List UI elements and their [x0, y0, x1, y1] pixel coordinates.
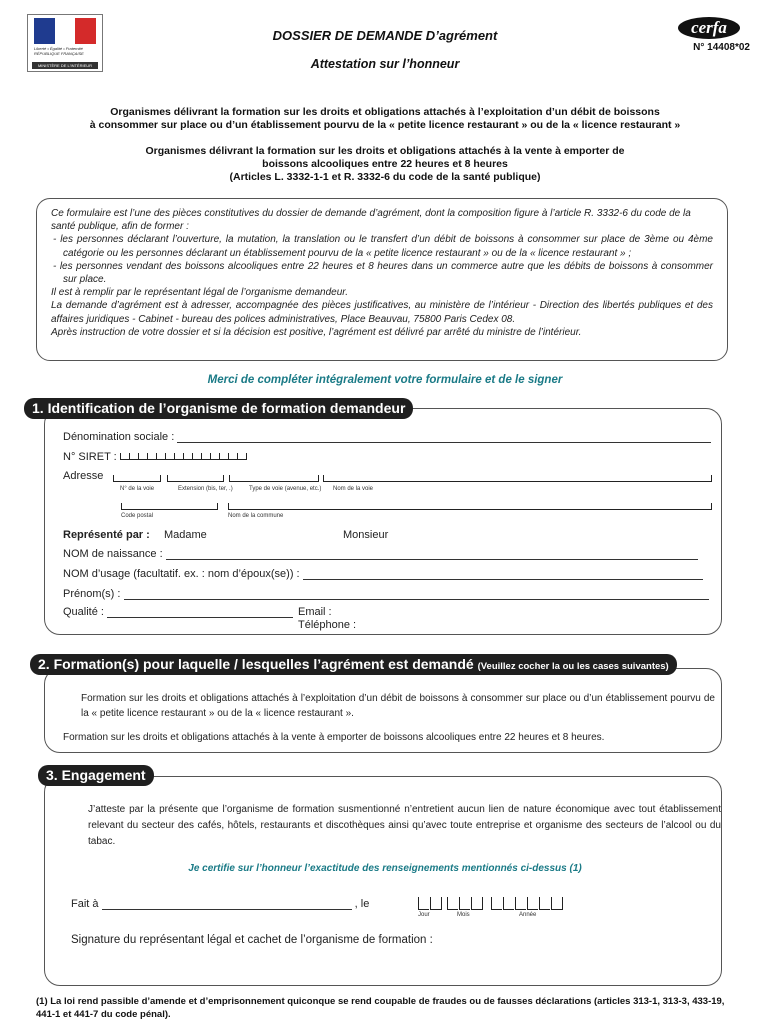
signature-label: Signature du représentant légal et cachet de l’organisme de formation : — [71, 934, 433, 946]
birth-name-input[interactable] — [166, 559, 698, 560]
label-commune: Nom de la commune — [228, 513, 284, 519]
cerfa-logo: cerfa — [678, 17, 740, 39]
section-2-hint: (Veuillez cocher la ou les cases suivantes) — [477, 661, 669, 672]
engagement-text: J’atteste par la présente que l’organisme de formation susmentionné n’entretient aucun lien de nature économique avec tout établissement relevant du secteur des cafés, hôtels, restaurants et discothèques ainsi qu’avec toute entreprise et organisme des secteurs de l’alcool ou du tabac. — [88, 804, 721, 847]
logo-ministry: MINISTÈRE DE L'INTÉRIEUR — [32, 62, 98, 69]
organism-type-2: Organismes délivrant la formation sur les droits et obligations attachés à la vente à emporter de boissons alcooliques entre 22 heures et 8 heures (Articles L. 3332-1-1 et R. 3332-6 du code de la santé publique) — [145, 145, 625, 183]
commune-input[interactable] — [228, 503, 712, 510]
label-annee: Année — [519, 912, 537, 918]
label-street-number: N° de la voie — [120, 486, 155, 492]
represented-by-label: Représenté par : — [63, 529, 150, 541]
qualite-row: Qualité : — [63, 606, 293, 618]
label-mois: Mois — [457, 912, 470, 918]
instructions-box — [36, 198, 728, 361]
siret-row: N° SIRET : — [63, 451, 247, 463]
label-jour: Jour — [418, 912, 430, 918]
first-name-row: Prénom(s) : — [63, 588, 709, 600]
street-number-input[interactable] — [113, 475, 161, 482]
birth-name-row: NOM de naissance : — [63, 548, 698, 560]
street-extension-input[interactable] — [167, 475, 224, 482]
organism-type-1: Organismes délivrant la formation sur les droits et obligations attachés à l’exploitation d’un débit de boissons à consommer sur place ou d’un établissement pourvu de la « petite licence restaurant » ou de la « licence restaurant » — [89, 106, 681, 131]
label-street-extension: Extension (bis, ter, .) — [178, 486, 233, 492]
qualite-input[interactable] — [107, 617, 293, 618]
instructions-intro: Ce formulaire est l’une des pièces constitutives du dossier de demande d’agrément, dont la composition figure à l’article R. 3332-6 du code de la santé publique, afin de former : — [51, 208, 691, 233]
postal-code-input[interactable] — [121, 503, 218, 510]
usage-name-row: NOM d’usage (facultatif. ex. : nom d’époux(se)) : — [63, 568, 703, 580]
instructions-address: La demande d’agrément est à adresser, accompagnée des pièces justificatives, au ministère de l’intérieur - Direction des libertés publiques et des affaires juridiques - Cabinet - bureau des polices administratives, Place Beauvau, 75800 Paris Cedex 08. — [51, 300, 713, 325]
fait-a-row: Fait à , le — [71, 898, 370, 910]
thanks-message: Merci de compléter intégralement votre formulaire et de le signer — [207, 374, 563, 386]
formation-option-2[interactable]: Formation sur les droits et obligations attachés à la vente à emporter de boissons alcooliques entre 22 heures et 8 heures. — [63, 732, 605, 743]
denomination-input[interactable] — [177, 442, 711, 443]
street-name-input[interactable] — [323, 475, 712, 482]
label-street-type: Type de voie (avenue, etc.) — [249, 486, 322, 492]
label-street-name: Nom de la voie — [333, 486, 374, 492]
logo-motto: Liberté • Égalité • Fraternité RÉPUBLIQUE FRANÇAISE — [34, 46, 84, 56]
adresse-label: Adresse — [63, 470, 104, 482]
formation-option-1[interactable]: Formation sur les droits et obligations attachés à l’exploitation d’un débit de boissons à consommer sur place ou d’un établissement pourvu de la « petite licence restaurant » ou de la « licence restaurant ». — [81, 693, 715, 719]
usage-name-input[interactable] — [303, 579, 703, 580]
page-subtitle: Attestation sur l’honneur — [310, 57, 460, 71]
certify-statement: Je certifie sur l’honneur l’exactitude des renseignements mentionnés ci-dessus (1) — [188, 863, 582, 874]
instructions-bullet-1: - les personnes déclarant l’ouverture, la mutation, la translation ou le transfert d’un débit de boissons à consommer sur place de 3ème ou 4ème catégorie ou les personnes déclarant un établissement pourvu de la « petite licence restaurant » ou de la « licence restaurant » ; — [53, 234, 713, 259]
telephone-label: Téléphone : — [298, 619, 357, 631]
label-postal-code: Code postal — [121, 513, 154, 519]
section-2-title: 2. Formation(s) pour laquelle / lesquelles l’agrément est demandé (Veuillez cocher la ou les cases suivantes) — [30, 654, 677, 675]
instructions-who: Il est à remplir par le représentant légal de l’organisme demandeur. — [51, 287, 349, 299]
signature-area[interactable] — [71, 952, 711, 978]
denomination-row: Dénomination sociale : — [63, 431, 711, 443]
place-input[interactable] — [102, 909, 352, 910]
siret-input[interactable] — [120, 451, 247, 463]
street-type-input[interactable] — [229, 475, 319, 482]
monsieur-option[interactable]: Monsieur — [343, 529, 389, 541]
legal-footnote: (1) La loi rend passible d’amende et d’emprisonnement quiconque se rend coupable de fraudes ou de fausses déclarations (articles 313-1, 313-3, 433-19, 441-1 et 441-7 du code pénal). — [36, 996, 725, 1020]
section-1-title: 1. Identification de l’organisme de formation demandeur — [24, 398, 413, 419]
instructions-bullet-2: - les personnes vendant des boissons alcooliques entre 22 heures et 8 heures dans un commerce autre que les débits de boissons à consommer sur place. — [53, 260, 713, 286]
first-name-input[interactable] — [124, 599, 709, 600]
instructions-decision: Après instruction de votre dossier et si la décision est positive, l’agrément est délivré par arrêté du ministre de l’intérieur. — [51, 326, 582, 338]
madame-option[interactable]: Madame — [164, 529, 207, 541]
email-label: Email : — [298, 606, 332, 618]
page-title: DOSSIER DE DEMANDE D’agrément — [272, 28, 498, 43]
cerfa-number: N° 14408*02 — [693, 42, 750, 53]
section-3-title: 3. Engagement — [38, 765, 154, 786]
